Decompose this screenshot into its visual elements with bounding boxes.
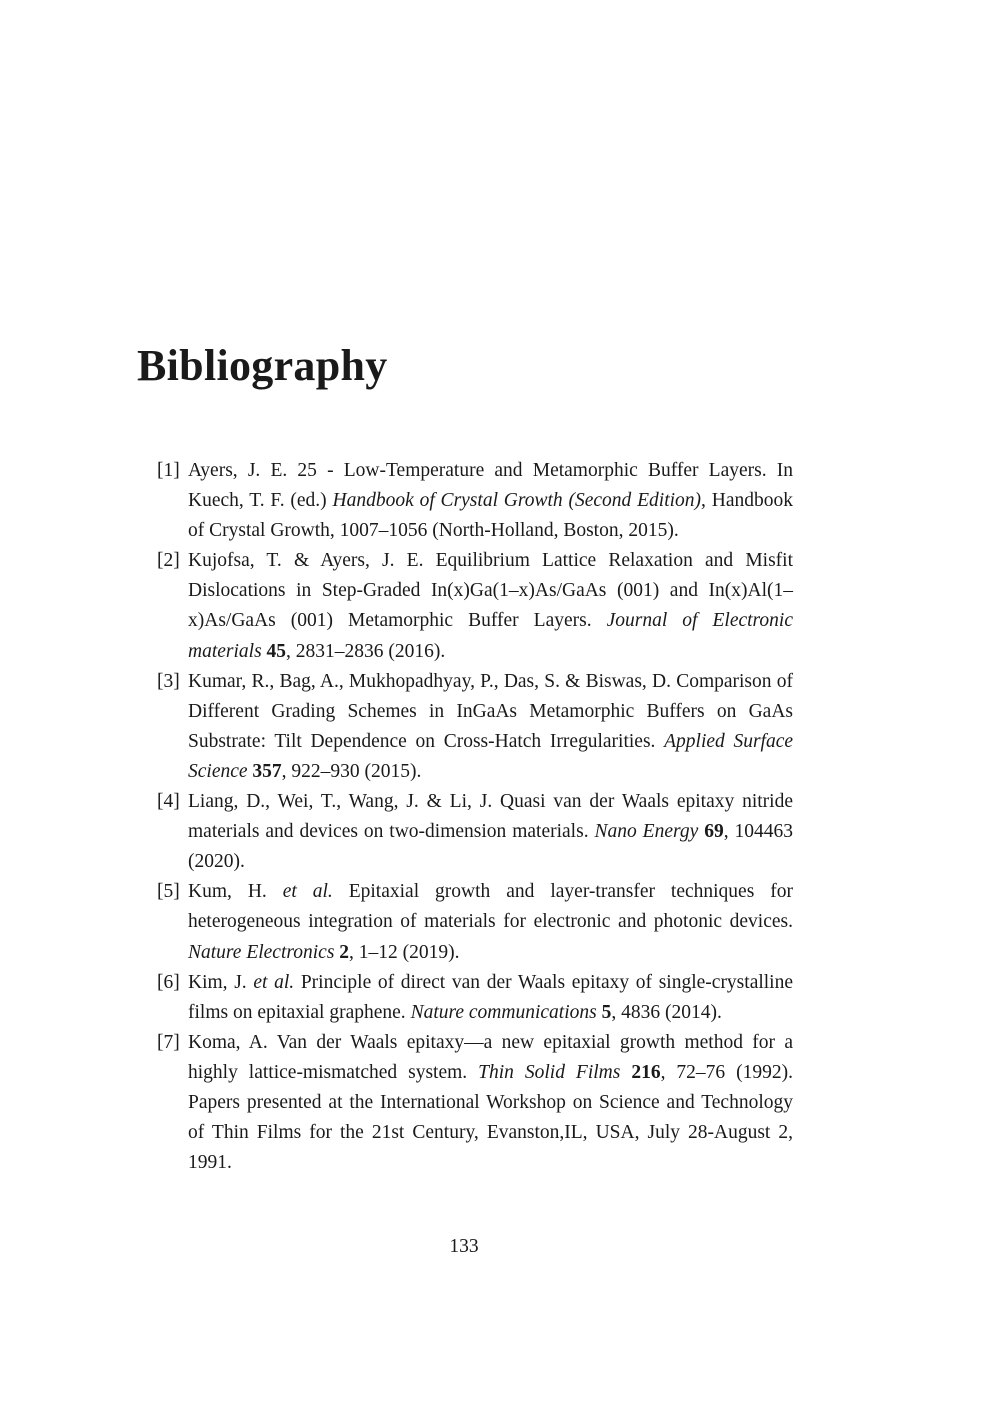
- reference-italic-text: et al.: [253, 971, 295, 993]
- reference-italic-text: Nature Electronics: [188, 941, 335, 963]
- reference-entry: [157, 667, 793, 787]
- reference-volume: 216: [631, 1061, 661, 1083]
- reference-text: [188, 1028, 793, 1178]
- chapter-title: Bibliography: [137, 341, 388, 390]
- reference-text-segment: , 2831–2836 (2016).: [286, 640, 446, 662]
- reference-text: [188, 787, 793, 877]
- reference-volume: 2: [339, 941, 350, 963]
- reference-italic-text: Nature communications: [410, 1001, 597, 1023]
- reference-entry: [157, 1028, 793, 1178]
- reference-volume: 357: [252, 760, 282, 782]
- reference-text-segment: Kum, H.: [188, 881, 283, 903]
- reference-entry: [157, 456, 793, 546]
- reference-entry: [157, 877, 793, 967]
- reference-text-segment: Principle of direct van der Waals epitaxy of single-crystalline films on epitaxial graphene.: [188, 971, 794, 1023]
- reference-volume: 5: [601, 1001, 612, 1023]
- reference-text-segment: Kumar, R., Bag, A., Mukhopadhyay, P., Das, S. & Biswas, D. Comparison of Different Grading Schemes in InGaAs Metamorphic Buffers on GaAs Substrate: Tilt Dependence on Cross-Hatch Irregularities.: [188, 670, 793, 752]
- reference-number: [3]: [157, 670, 180, 692]
- reference-text-segment: Ayers, J. E. 25 - Low-Temperature and Metamorphic Buffer Layers. In Kuech, T. F. (ed.): [188, 460, 793, 512]
- reference-text: [188, 667, 793, 787]
- reference-text-segment: , 1–12 (2019).: [349, 941, 460, 963]
- reference-entry: [157, 968, 793, 1028]
- reference-number: [4]: [157, 791, 180, 813]
- reference-text: [188, 968, 793, 1028]
- reference-volume: 69: [704, 821, 724, 843]
- reference-entry: [157, 787, 793, 877]
- reference-text-segment: Liang, D., Wei, T., Wang, J. & Li, J. Quasi van der Waals epitaxy nitride materials and devices on two-dimension materials.: [188, 791, 793, 843]
- reference-number: [1]: [157, 460, 180, 481]
- reference-italic-text: et al.: [282, 881, 333, 903]
- reference-text-segment: , 72–76 (1992). Papers presented at the International Workshop on Science and Technology of Thin Films for the 21st Century, Evanston,IL, USA, July 28-August 2, 1991.: [188, 1061, 793, 1174]
- reference-entry: [157, 546, 793, 666]
- reference-italic-text: Applied Surface Science: [188, 730, 794, 782]
- reference-text-segment: , 104463 (2020).: [188, 821, 794, 873]
- reference-italic-text: Thin Solid Films: [478, 1061, 621, 1083]
- page-number: 133: [449, 1236, 479, 1257]
- reference-number: [6]: [157, 971, 180, 993]
- reference-text: [188, 546, 793, 666]
- reference-text-segment: , 922–930 (2015).: [281, 760, 422, 782]
- reference-italic-text: Journal of Electronic materials: [188, 610, 793, 662]
- reference-italic-text: Handbook of Crystal Growth (Second Edition): [332, 490, 702, 512]
- reference-volume: 45: [266, 640, 287, 662]
- reference-text-segment: [620, 1062, 631, 1083]
- reference-text-segment: Kujofsa, T. & Ayers, J. E. Equilibrium Lattice Relaxation and Misfit Dislocations in Step-Graded In(x)Ga(1–x)As/GaAs (001) and In(x)Al(1–x)As/GaAs (001) Metamorphic Buffer Layers.: [188, 550, 793, 632]
- reference-text-segment: Epitaxial growth and layer-transfer techniques for heterogeneous integration of materials for electronic and photonic devices.: [188, 881, 793, 933]
- reference-text-segment: Koma, A. Van der Waals epitaxy—a new epitaxial growth method for a highly lattice-mismatched system.: [188, 1031, 793, 1083]
- reference-text-segment: , Handbook of Crystal Growth, 1007–1056 (North-Holland, Boston, 2015).: [188, 490, 793, 542]
- reference-number: [7]: [157, 1031, 180, 1053]
- reference-text: [188, 456, 793, 546]
- reference-text: [188, 877, 793, 967]
- reference-number: [2]: [157, 550, 180, 572]
- reference-text-segment: , 4836 (2014).: [611, 1001, 722, 1023]
- reference-italic-text: Nano Energy: [594, 821, 699, 843]
- bibliography-list: [157, 456, 793, 1178]
- reference-number: [5]: [157, 881, 180, 903]
- reference-text-segment: Kim, J.: [188, 971, 254, 993]
